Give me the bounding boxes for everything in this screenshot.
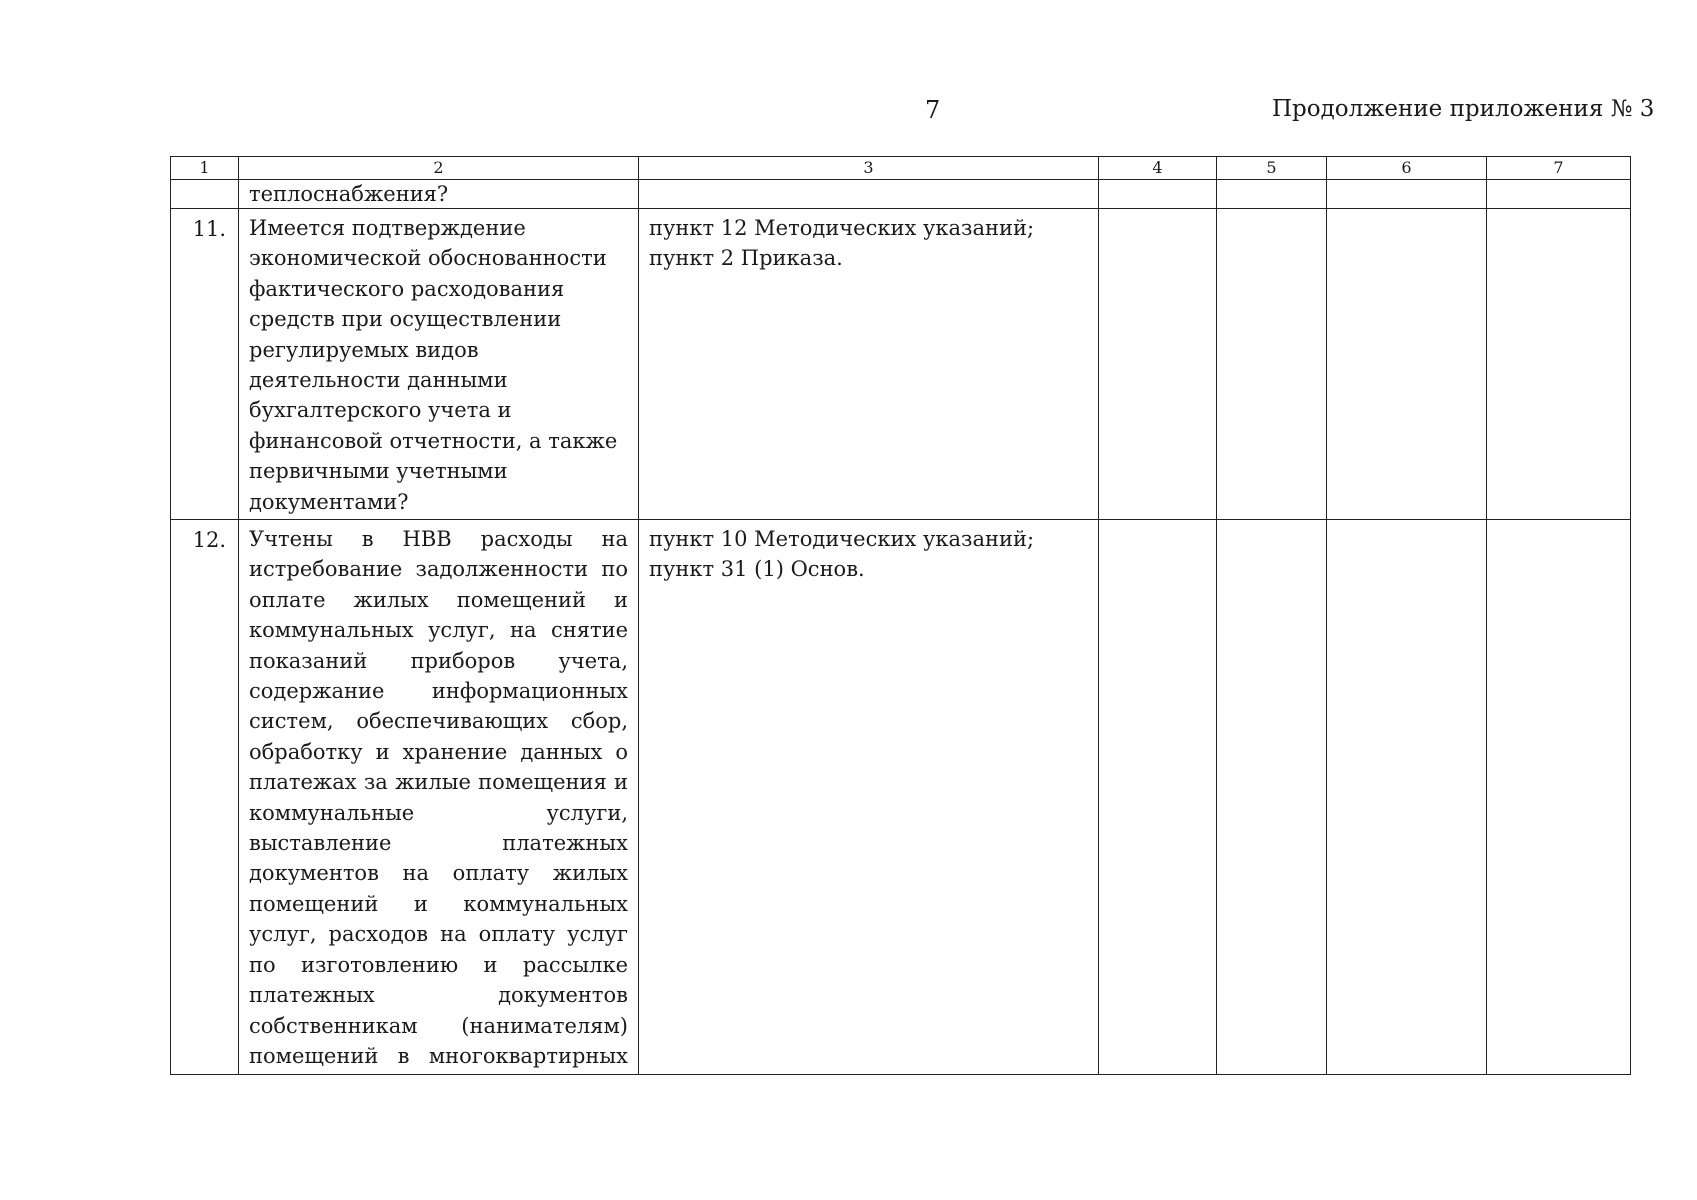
column-header: 2 — [239, 157, 639, 180]
empty-cell — [1327, 520, 1487, 1075]
criterion-line: обработку и хранение данных о — [249, 739, 628, 764]
criterion-line: бухгалтерского учета и — [249, 398, 512, 423]
column-header: 3 — [639, 157, 1099, 180]
criterion-line: услуг, расходов на оплату услуг — [249, 922, 628, 947]
criterion-line: средств при осуществлении — [249, 307, 562, 332]
page-number: 7 — [925, 96, 941, 124]
column-header: 4 — [1099, 157, 1217, 180]
criterion-line: систем, обеспечивающих сбор, — [249, 709, 628, 734]
empty-cell — [1487, 180, 1631, 209]
row-number: 12. — [171, 520, 239, 1075]
criterion-line: Имеется подтверждение — [249, 216, 526, 240]
criterion-line: платежах за жилые помещения и — [249, 770, 628, 795]
criterion-line: помещений в многоквартирных — [249, 1043, 628, 1068]
column-header-row — [171, 157, 1631, 180]
column-header: 1 — [171, 157, 239, 180]
criterion-line: регулируемых видов — [249, 337, 479, 362]
criterion-line: собственникам (нанимателям) — [249, 1013, 628, 1038]
column-header: 5 — [1217, 157, 1327, 180]
criterion-line: документов на оплату жилых — [249, 861, 628, 886]
criterion-line: платежных документов — [249, 983, 628, 1008]
empty-cell — [1217, 209, 1327, 520]
column-header: 7 — [1487, 157, 1631, 180]
criterion-line: первичными учетными — [249, 459, 508, 484]
empty-cell — [1217, 180, 1327, 209]
criterion-line: финансовой отчетности, а также — [249, 428, 618, 453]
checklist-table — [170, 156, 1631, 1075]
empty-cell — [1099, 520, 1217, 1075]
criterion-line: коммунальных услуг, на снятие — [249, 618, 628, 643]
row-number: 11. — [171, 209, 239, 520]
criterion-line: помещений и коммунальных — [249, 891, 628, 916]
criterion-line: оплате жилых помещений и — [249, 587, 628, 612]
empty-cell — [1327, 209, 1487, 520]
criterion-line: экономической обоснованности — [249, 246, 607, 271]
criterion-cell — [239, 209, 639, 520]
criterion-line: фактического расходования — [249, 276, 565, 301]
criterion-line: документами? — [249, 489, 409, 514]
empty-cell — [1487, 520, 1631, 1075]
criterion-line: содержание информационных — [249, 679, 628, 704]
number-cell — [171, 180, 239, 209]
basis-cell — [639, 209, 1099, 520]
empty-cell — [1487, 209, 1631, 520]
criterion-line: Учтены в НВВ расходы на — [249, 527, 628, 551]
basis-cell — [639, 520, 1099, 1075]
basis-line: пункт 2 Приказа. — [649, 246, 843, 270]
criterion-line: коммунальные услуги, — [249, 800, 628, 825]
table-row — [171, 209, 1631, 520]
basis-line: пункт 31 (1) Основ. — [649, 557, 865, 581]
basis-cell — [639, 180, 1099, 209]
column-header: 6 — [1327, 157, 1487, 180]
criterion-line: выставление платежных — [249, 831, 628, 856]
table-row — [171, 520, 1631, 1075]
basis-line: пункт 12 Методических указаний; — [649, 216, 1035, 240]
criterion-line: по изготовлению и рассылке — [249, 952, 628, 977]
appendix-caption: Продолжение приложения № 3 — [1272, 96, 1655, 122]
empty-cell — [1099, 180, 1217, 209]
criterion-cell: теплоснабжения? — [239, 180, 639, 209]
criterion-line: деятельности данными — [249, 368, 508, 393]
criterion-line: истребование задолженности по — [249, 557, 628, 582]
empty-cell — [1217, 520, 1327, 1075]
criterion-cell — [239, 520, 639, 1075]
basis-line: пункт 10 Методических указаний; — [649, 527, 1035, 551]
criterion-line: показаний приборов учета, — [249, 648, 628, 673]
empty-cell — [1327, 180, 1487, 209]
continuation-row — [171, 180, 1631, 209]
empty-cell — [1099, 209, 1217, 520]
